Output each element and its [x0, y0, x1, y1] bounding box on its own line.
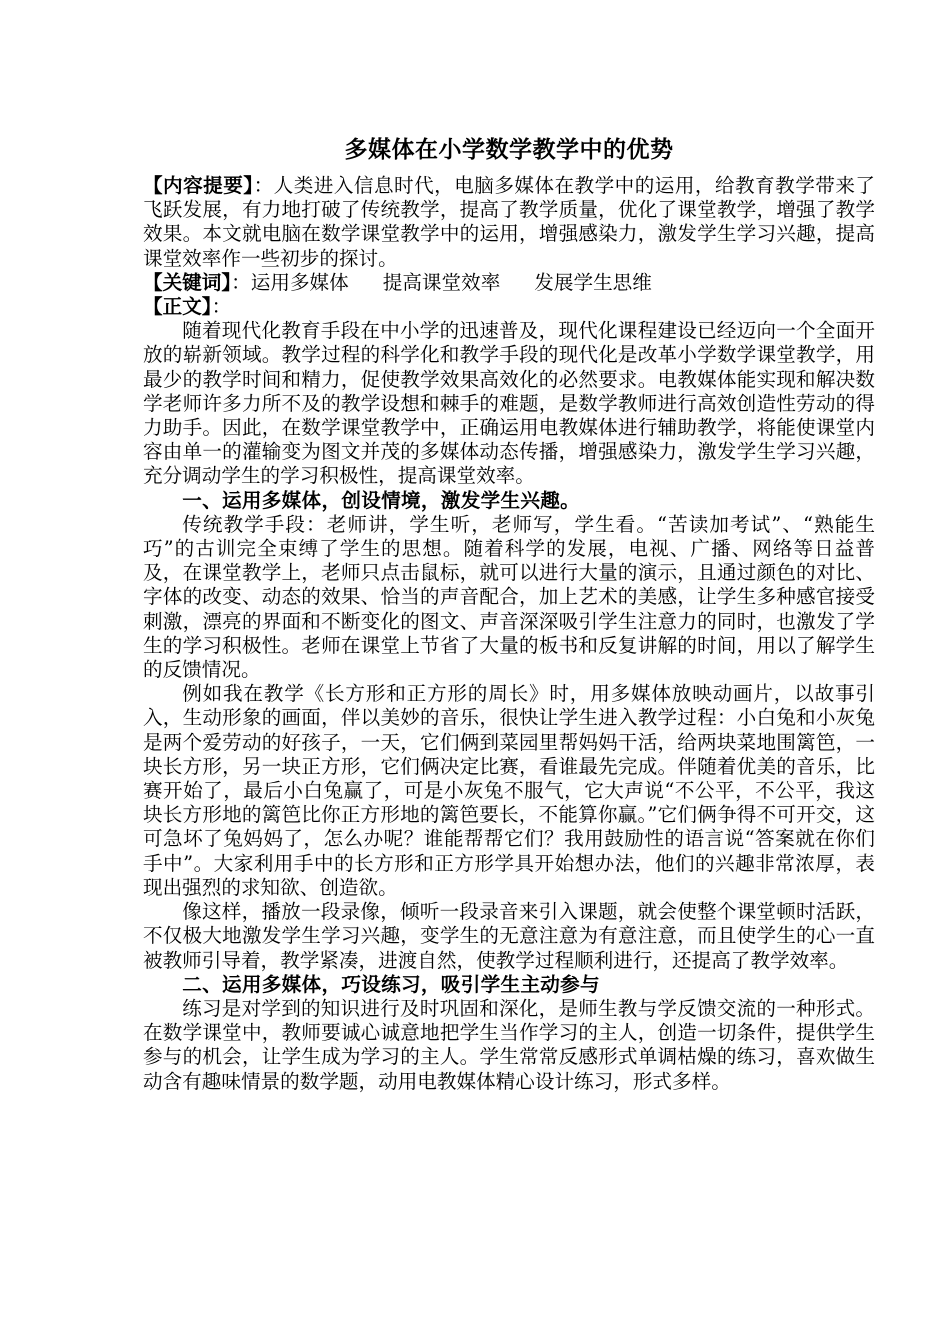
keywords-separator: ： — [231, 270, 251, 294]
section-1-paragraph: 传统教学手段：老师讲，学生听，老师写，学生看。“苦读加考试”、“熟能生巧”的古训完全束缚了学生的思想。随着科学的发展，电视、广播、网络等日益普及，在课堂教学上，老师只点击鼠标，就可以进行大量的演示，且通过颜色的对比、字体的改变、动态的效果、恰当的声音配合，加上艺术的美感，让学生多种感官接受刺激，漂亮的界面和不断变化的图文、声音深深吸引学生注意力的同时，也激发了学生的学习积极性。老师在课堂上节省了大量的板书和反复讲解的时间，用以了解学生的反馈情况。 — [143, 512, 875, 682]
keywords-label: 【关键词】 — [143, 270, 232, 294]
section-2-paragraph: 练习是对学到的知识进行及时巩固和深化，是师生教与学反馈交流的一种形式。在数学课堂中，教师要诚心诚意地把学生当作学习的主人，创造一切条件，提供学生参与的机会，让学生成为学习的主人。学生常常反感形式单调枯燥的练习，喜欢做生动含有趣味情景的数学题，动用电教媒体精心设计练习，形式多样。 — [143, 996, 875, 1093]
section-2-heading: 二、运用多媒体，巧设练习，吸引学生主动参与 — [182, 972, 600, 996]
abstract-label: 【内容提要】 — [143, 174, 254, 197]
section-1-paragraph: 像这样，播放一段录像，倾听一段录音来引入课题，就会使整个课堂顿时活跃，不仅极大地激发学生学习兴趣，变学生的无意注意为有意注意，而且使学生的心一直被教师引导着，教学紧凑，进渡自然，使教学过程顺利进行，还提高了教学效率。 — [143, 900, 875, 972]
section-1-heading: 一、运用多媒体，创设情境，激发学生兴趣。 — [182, 488, 581, 512]
document-title: 多媒体在小学数学教学中的优势 — [344, 137, 674, 163]
abstract-separator: ： — [253, 174, 274, 197]
body-label: 【正文】 — [143, 295, 212, 319]
keywords-line — [143, 271, 875, 295]
keyword-item: 运用多媒体 — [250, 270, 349, 294]
keyword-item: 提高课堂效率 — [382, 270, 501, 294]
intro-paragraph: 随着现代化教育手段在中小学的迅速普及，现代化课程建设已经迈向一个全面开放的崭新领域。教学过程的科学化和教学手段的现代化是改革小学数学课堂教学，用最少的教学时间和精力，促使教学效果高效化的必然要求。电教媒体能实现和解决数学老师许多力所不及的教学设想和棘手的难题，是数学教师进行高效创造性劳动的得力助手。因此，在数学课堂教学中，正确运用电教媒体进行辅助教学，将能使课堂内容由单一的灌输变为图文并茂的多媒体动态传播，增强感染力，激发学生学习兴趣，充分调动学生的学习积极性，提高课堂效率。 — [143, 319, 875, 488]
section-1-paragraph: 例如我在教学《长方形和正方形的周长》时，用多媒体放映动画片，以故事引入，生动形象的画面，伴以美妙的音乐，很快让学生进入教学过程：小白兔和小灰兔是两个爱劳动的好孩子，一天，它们俩到菜园里帮妈妈干活，给两块菜地围篱笆，一块长方形，另一块正方形，它们俩决定比赛，看谁最先完成。伴随着优美的音乐，比赛开始了，最后小白兔赢了，可是小灰兔不服气，它大声说“不公平，不公平，我这块长方形地的篱笆比你正方形地的篱笆要长，不能算你赢。”它们俩争得不可开交，这可急坏了兔妈妈了，怎么办呢？谁能帮帮它们？我用鼓励性的语言说“答案就在你们手中”。大家利用手中的长方形和正方形学具开始想办法，他们的兴趣非常浓厚，表现出强烈的求知欲、创造欲。 — [143, 682, 875, 899]
keyword-item: 发展学生思维 — [534, 270, 652, 294]
document-page — [143, 134, 875, 1094]
abstract-text: 人类进入信息时代，电脑多媒体在教学中的运用，给教育教学带来了飞跃发展，有力地打破了传统教学，提高了教学质量，优化了课堂教学，增强了教学效果。本文就电脑在数学课堂教学中的运用，增强感染力，激发学生学习兴趣，提高课堂效率作一些初步的探讨。 — [143, 174, 876, 270]
abstract-paragraph — [143, 174, 875, 271]
body-label-line — [143, 295, 875, 319]
body-label-separator: ： — [211, 295, 232, 319]
